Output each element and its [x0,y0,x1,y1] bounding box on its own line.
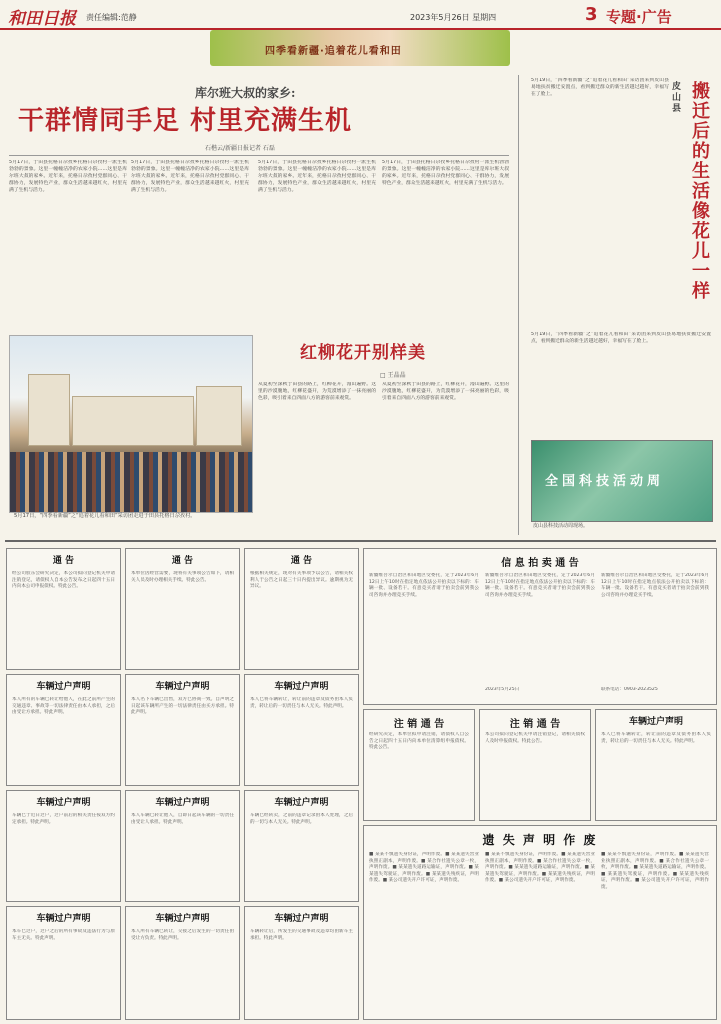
notice-body: 本人车辆已转让他人，自即日起该车辆的一切责任由受让人承担。特此声明。 [131,813,234,825]
vehicle-notice [244,906,359,1020]
main-headline: 干群情同手足 村里充满生机 [18,106,353,136]
notice-body: 车辆已经转卖，之前的违章记录由本人处理，之后的一切与本人无关。特此声明。 [250,813,353,825]
cancellation-notice [479,709,591,821]
column-divider [518,75,519,535]
notice-body: 本人已将车辆转让，转让前的违章及债务由本人负责，转让后的一切责任与本人无关。特此声明。 [250,697,353,709]
notice-title: 车辆过户声明 [274,914,329,924]
main-article-col2: 5月17日，于田县托格日尕孜乡托格日尕孜村一派生机勃勃的景象。这里一幢幢洁净的农家小院……这里是库尔班大叔的家乡。近年来，托格日尕孜村党群同心、干群协力，发展特色产业，群众生活越来越红火，村里充满了生机与活力。 [131,160,249,193]
notice-title: 车辆过户声明 [36,914,91,924]
main-article-col1: 5月17日，于田县托格日尕孜乡托格日尕孜村一派生机勃勃的景象。这里一幢幢洁净的农家小院……这里是库尔班大叔的家乡。近年来，托格日尕孜村党群同心、干群协力，发展特色产业，群众生活越来越红火，村里充满了生机与活力。 [9,160,127,193]
auction-contact: 联系电话：0903-2023525 [601,687,658,692]
notice-title: 车辆过户声明 [36,682,91,692]
notice-title: 车辆过户声明 [628,717,683,727]
auction-body-col1: 新疆维吾尔自治区和田地区受委托，定于2023年6月12日上午10时在指定地点依法公开拍卖以下标的：车辆一批、设备若干。有意竞买者请于拍卖会前到我公司咨询并办理竞买手续。 [369,573,479,598]
notice-title: 车辆过户声明 [36,798,91,808]
side-article-col1: 5月19日，“四季看新疆”之“追着花儿看和田”采访团来到皮山县易地扶贫搬迁安置点，看到搬迁群众的新生活越过越好，幸福写在了脸上。 [531,78,669,97]
notice-body: 本人已将车辆转让，转让前的违章及债务由本人负责，转让后的一切责任与本人无关。特此声明。 [601,732,711,744]
photo-caption: 5月17日，“四季看新疆”之“追着花儿看和田”采访团走进于田县托格日尕孜村。 [14,513,196,519]
notice-body: 车辆已于近日过户，过户前后的相关责任按双方约定承担。特此声明。 [12,813,115,825]
notice-body: 经研究决定，本单位拟申请注销，请债权人自公告之日起四十五日内向本单位清算组申报债权。特此公告。 [369,732,469,751]
notice-title: 注 销 通 告 [393,719,445,730]
notice-title: 车辆过户声明 [274,682,329,692]
second-article-col1: 从夏初至深秋于田县的路上，红柳花开，漫山遍野。这里的沙漠腹地，红柳花盛开，为荒漠增添了一抹亮丽的色彩，吸引着来自四面八方的游客前来观赏。 [258,382,376,401]
side-title: 搬迁后的生活像花儿一样 [692,81,710,302]
notice-box [244,548,359,670]
vehicle-notice [125,674,240,786]
notice-box [6,548,121,670]
photo-tower [28,374,70,446]
editor-credit: 责任编辑:范静 [86,13,137,22]
photo-crowd [10,452,252,512]
notice-box [125,548,240,670]
issue-date: 2023年5月26日 星期四 [410,13,497,22]
auction-body-col2: 新疆维吾尔自治区和田地区受委托，定于2023年6月12日上午10时在指定地点依法公开拍卖以下标的：车辆一批、设备若干。有意竞买者请于拍卖会前到我公司咨询并办理竞买手续。 [485,573,595,598]
notice-body: 本公司拟向登记机关申请注销登记，请相关债权人及时申报债权。特此公告。 [485,732,585,744]
vehicle-notice-right [595,709,717,821]
newspaper-logo: 和田日报 [8,9,76,29]
notice-body: 根据相关规定，现对有关事项予以公告，请相关权利人于公告之日起三十日内提出异议。逾期视为无异议。 [250,571,353,590]
lost-notice [363,825,717,1020]
side-kicker: 皮山县 [672,82,682,114]
main-article-col3: 5月17日，于田县托格日尕孜乡托格日尕孜村一派生机勃勃的景象。这里一幢幢洁净的农家小院……这里是库尔班大叔的家乡。近年来，托格日尕孜村党群同心、干群协力，发展特色产业，群众生活越来越红火，村里充满了生机与活力。 [258,160,376,193]
notice-body: 本单位因经营需要，现将有关事项公告如下，请相关人员及时办理相关手续。特此公告。 [131,571,234,583]
photo-gate [196,386,242,446]
vehicle-notice [6,790,121,902]
notice-body: 车辆转让后，所发生的交通事故及违章均由新车主承担。特此声明。 [250,929,353,941]
notice-title: 车辆过户声明 [155,798,210,808]
notice-body: 本人名下车辆已出售，双方已协商一致。自声明之日起该车辆所产生的一切法律责任由买方承担。特此声明。 [131,697,234,716]
main-article-col4: 5月17日，于田县托格日尕孜乡托格日尕孜村一派生机勃勃的景象。这里一幢幢洁净的农家小院……这里是库尔班大叔的家乡。近年来，托格日尕孜村党群同心、干群协力，发展特色产业，群众生活越来越红火，村里充满了生机与活力。 [382,160,509,186]
notice-title: 注 销 通 告 [509,719,561,730]
notice-title: 车辆过户声明 [155,914,210,924]
main-photo [9,335,253,513]
auction-title: 信 息 拍 卖 通 告 [501,558,579,569]
notice-body: 经公司股东会研究决定，本公司拟向登记机关申请注销登记，请债权人自本公告发布之日起四十五日内向本公司申报债权。特此公告。 [12,571,115,590]
vehicle-notice [125,790,240,902]
lost-notice-title: 遗 失 声 明 作 废 [482,833,598,847]
lost-notice-col1: ■ 某某不慎遗失身份证，声明作废。■ 某某遗失营业执照正副本，声明作废。■ 某合作社遗失公章一枚，声明作废。■ 某某遗失道路运输证，声明作废。■ 某某遗失驾驶证，声明作废。■ 某某遗失残疾证，声明作废。■ 某公司遗失开户许可证，声明作废。 [369,852,479,884]
vehicle-notice [125,906,240,1020]
auction-date: 2023年5月25日 [485,687,520,692]
vehicle-notice [244,790,359,902]
page-number: 3 [585,4,598,25]
notice-title: 通 告 [52,556,75,566]
vehicle-notice [6,906,121,1020]
side-photo-text: 全国科技活动周 [545,474,665,489]
notice-title: 车辆过户声明 [274,798,329,808]
auction-notice [363,548,717,705]
notice-body: 本人所有车辆已转让，交接之后发生的一切责任由受让方负责。特此声明。 [131,929,234,941]
section-divider [5,540,716,542]
auction-body-col3: 新疆维吾尔自治区和田地区受委托，定于2023年6月12日上午10时在指定地点依法公开拍卖以下标的：车辆一批、设备若干。有意竞买者请于拍卖会前到我公司咨询并办理竞买手续。 [601,573,709,598]
cancellation-notice [363,709,475,821]
second-headline: 红柳花开别样美 [300,343,426,363]
main-kicker: 库尔班大叔的家乡: [195,86,296,100]
second-byline: □ 王晶晶 [380,372,406,379]
second-article-col2: 从夏初至深秋于田县的路上，红柳花开，漫山遍野。这里的沙漠腹地，红柳花盛开，为荒漠增添了一抹亮丽的色彩，吸引着来自四面八方的游客前来观赏。 [382,382,509,401]
notice-title: 车辆过户声明 [155,682,210,692]
lost-notice-col3: ■ 某某不慎遗失身份证，声明作废。■ 某某遗失营业执照正副本，声明作废。■ 某合作社遗失公章一枚，声明作废。■ 某某遗失道路运输证，声明作废。■ 某某遗失驾驶证，声明作废。■ 某某遗失残疾证，声明作废。■ 某公司遗失开户许可证，声明作废。 [601,852,709,890]
divider [9,155,509,156]
photo-building [72,396,194,446]
main-byline: 石楷云/新疆日报记者 石磊 [205,145,275,152]
notice-body: 本车已过户，过户之后的所有事故及违法行为与原车主无关。特此声明。 [12,929,115,941]
banner-text: 四季看新疆·追着花儿看和田 [265,46,402,57]
lost-notice-col2: ■ 某某不慎遗失身份证，声明作废。■ 某某遗失营业执照正副本，声明作废。■ 某合作社遗失公章一枚，声明作废。■ 某某遗失道路运输证，声明作废。■ 某某遗失驾驶证，声明作废。■ 某某遗失残疾证，声明作废。■ 某公司遗失开户许可证，声明作废。 [485,852,595,884]
side-article-col2: 5月19日，“四季看新疆”之“追着花儿看和田”采访团来到皮山县易地扶贫搬迁安置点，看到搬迁群众的新生活越过越好，幸福写在了脸上。 [531,332,711,344]
vehicle-notice [6,674,121,786]
section-title: 专题·广告 [606,8,672,26]
notice-title: 通 告 [171,556,194,566]
side-photo-caption: 皮山县科技活动周现场。 [533,523,589,529]
notice-title: 通 告 [290,556,313,566]
notice-body: 本人所有的车辆已转让给他人，在此之前所产生的交通违章、事故等一切法律责任由本人承担，之后由受让方承担。特此声明。 [12,697,115,716]
vehicle-notice [244,674,359,786]
